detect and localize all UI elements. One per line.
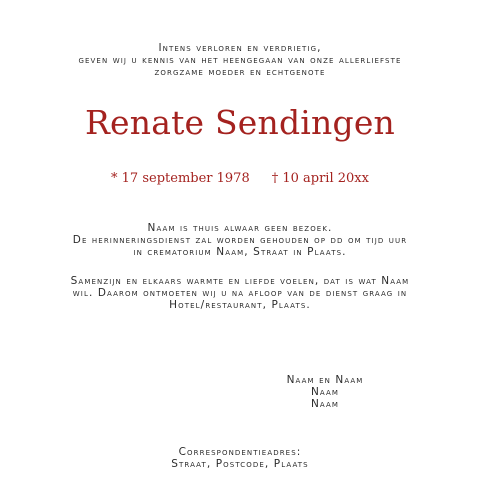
address-line: Straat, Postcode, Plaats <box>171 458 309 470</box>
deceased-name: Renate Sendingen <box>84 103 395 142</box>
service-paragraph <box>0 222 480 258</box>
signatory-line: Naam <box>310 386 340 398</box>
birth-date: * 17 september 1978 <box>111 171 250 186</box>
intro-text <box>0 42 480 78</box>
paragraph-line: wil. Daarom ontmoeten wij u na afloop van de dienst graag in <box>72 287 408 299</box>
paragraph-line: De herinneringsdienst zal worden gehouden op dd om tijd uur <box>72 234 408 246</box>
intro-line: Intens verloren en verdrietig, <box>158 42 322 54</box>
signatory-line: Naam <box>310 398 340 410</box>
paragraph-line: Samenzijn en elkaars warmte en liefde voelen, dat is wat Naam <box>70 275 410 287</box>
paragraph-line: Hotel/restaurant, Plaats. <box>169 299 311 311</box>
intro-line: zorgzame moeder en echtgenote <box>154 66 326 78</box>
paragraph-line: in crematorium Naam, Straat in Plaats. <box>133 246 347 258</box>
paragraph-line: Naam is thuis alwaar geen bezoek. <box>147 222 333 234</box>
signatories <box>270 374 380 410</box>
address-line: Correspondentieadres: <box>178 446 302 458</box>
life-dates <box>0 170 480 188</box>
gathering-paragraph <box>0 275 480 311</box>
intro-line: geven wij u kennis van het heengegaan van onze allerliefste <box>78 54 402 66</box>
death-date: † 10 april 20xx <box>271 171 369 186</box>
signatory-line: Naam en Naam <box>286 374 364 386</box>
correspondence-address <box>0 446 480 470</box>
